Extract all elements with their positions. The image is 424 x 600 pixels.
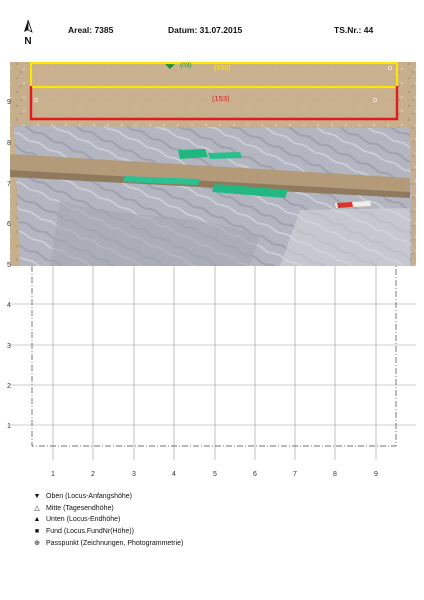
y-tick-label: 9 xyxy=(7,99,11,106)
north-label: N xyxy=(24,36,32,46)
legend-label: Passpunkt (Zeichnungen, Photogrammetrie) xyxy=(46,539,184,547)
x-tick-label: 2 xyxy=(91,471,95,478)
y-tick-label: 1 xyxy=(7,423,11,430)
x-tick-label: 1 xyxy=(51,471,55,478)
x-tick-label: 9 xyxy=(374,471,378,478)
passpoint-icon: ⊕ xyxy=(34,539,40,547)
legend-label: Mitte (Tagesendhöhe) xyxy=(46,504,114,512)
legend-item xyxy=(32,503,183,515)
legend-label: Fund (Locus.FundNr(Höhe)) xyxy=(46,528,134,536)
x-tick-label: 3 xyxy=(132,471,136,478)
x-tick-label: 4 xyxy=(172,471,176,478)
x-tick-label: 8 xyxy=(333,471,337,478)
square-icon: ■ xyxy=(34,528,40,536)
legend-label: Oben (Locus-Anfangshöhe) xyxy=(46,493,132,500)
north-arrow-icon xyxy=(20,20,36,46)
y-tick-label: 2 xyxy=(7,383,11,390)
y-tick-label: 4 xyxy=(7,302,11,309)
yellow-label: (150) xyxy=(214,65,231,72)
legend-item xyxy=(32,538,183,550)
legend-item xyxy=(32,491,183,503)
legend-item xyxy=(32,526,183,538)
green-label: (03) xyxy=(180,62,192,69)
x-tick-label: 5 xyxy=(213,471,217,478)
red-label: (153) xyxy=(212,94,230,103)
legend-item xyxy=(32,514,183,526)
aerial-photo xyxy=(10,62,416,266)
x-tick-label: 7 xyxy=(293,471,297,478)
grid xyxy=(10,266,416,460)
sector-outline xyxy=(32,266,396,446)
legend xyxy=(32,491,183,550)
sheet-header xyxy=(0,20,424,48)
x-tick-label: 6 xyxy=(253,471,257,478)
triangle-outline-icon: △ xyxy=(34,504,40,512)
ts-number-label: TS.Nr.: 44 xyxy=(334,25,374,35)
y-tick-label: 3 xyxy=(7,343,11,350)
x-axis xyxy=(51,471,378,478)
y-tick-label: 8 xyxy=(7,140,11,147)
y-tick-label: 7 xyxy=(7,181,11,188)
triangle-down-icon: ▼ xyxy=(33,493,41,500)
y-tick-label: 5 xyxy=(7,262,11,269)
legend-label: Unten (Locus-Endhöhe) xyxy=(46,516,121,524)
triangle-up-icon: ▲ xyxy=(33,516,41,524)
date-label: Datum: 31.07.2015 xyxy=(168,25,243,35)
areal-label: Areal: 7385 xyxy=(68,25,114,35)
excavation-plan xyxy=(0,60,424,490)
y-tick-label: 6 xyxy=(7,221,11,228)
green-tarp-2 xyxy=(208,152,242,159)
